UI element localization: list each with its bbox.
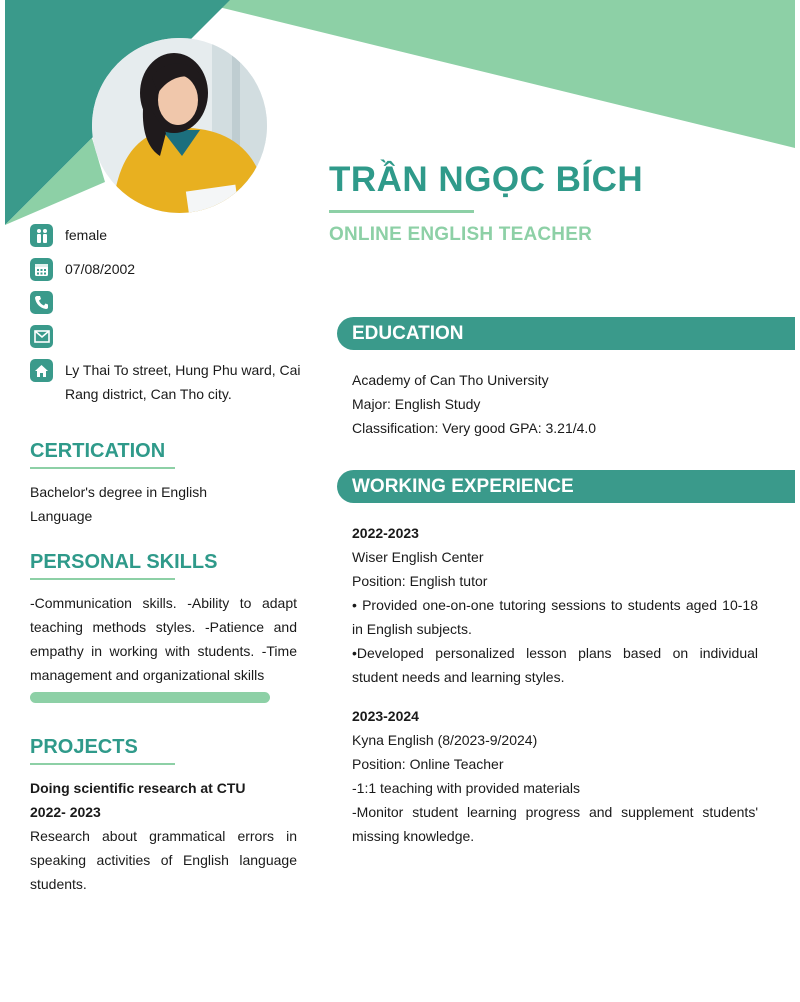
education-content bbox=[352, 368, 758, 440]
birthday-text: 07/08/2002 bbox=[65, 261, 136, 277]
experience-job-2 bbox=[352, 704, 758, 848]
job-period: 2022-2023 bbox=[352, 525, 419, 541]
job-position: Position: Online Teacher bbox=[352, 756, 504, 772]
job-detail: -Monitor student learning progress and supplement students' missing knowledge. bbox=[352, 804, 758, 844]
contact-birthday bbox=[30, 258, 305, 281]
header-shape-right bbox=[190, 0, 795, 148]
job-period: 2023-2024 bbox=[352, 708, 419, 724]
projects-heading: PROJECTS bbox=[30, 736, 138, 758]
contact-address bbox=[30, 359, 305, 406]
email-icon bbox=[30, 325, 53, 348]
education-major: Major: English Study bbox=[352, 396, 481, 412]
gender-text: female bbox=[65, 227, 108, 243]
education-school: Academy of Can Tho University bbox=[352, 372, 549, 388]
phone-icon bbox=[30, 291, 53, 314]
address-text: Ly Thai To street, Hung Phu ward, Cai Rang district, Can Tho city. bbox=[65, 362, 301, 402]
experience-heading: WORKING EXPERIENCE bbox=[337, 470, 795, 503]
gender-icon bbox=[30, 224, 53, 247]
skills-heading: PERSONAL SKILLS bbox=[30, 551, 218, 573]
candidate-name: TRẦN NGỌC BÍCH bbox=[329, 160, 644, 199]
job-detail: -1:1 teaching with provided materials bbox=[352, 780, 581, 796]
contact-gender bbox=[30, 224, 305, 247]
certification-underline bbox=[30, 467, 175, 469]
contact-email bbox=[30, 325, 305, 348]
job-position: Position: English tutor bbox=[352, 573, 488, 589]
job-detail: • Provided one-on-one tutoring sessions to students aged 10-18 in English subjects. bbox=[352, 597, 758, 637]
skill-level-bar bbox=[30, 692, 270, 703]
name-underline bbox=[329, 210, 474, 213]
job-company: Kyna English (8/2023-9/2024) bbox=[352, 732, 538, 748]
job-title: ONLINE ENGLISH TEACHER bbox=[329, 224, 593, 245]
experience-job-1 bbox=[352, 521, 758, 689]
calendar-icon bbox=[30, 258, 53, 281]
contact-phone bbox=[30, 291, 305, 314]
avatar bbox=[92, 38, 267, 213]
job-detail: •Developed personalized lesson plans based on individual student needs and learning styles. bbox=[352, 645, 758, 685]
home-icon bbox=[30, 359, 53, 382]
education-heading: EDUCATION bbox=[337, 317, 795, 350]
project-description: Research about grammatical errors in speaking activities of English language students. bbox=[30, 828, 297, 892]
skills-text: -Communication skills. -Ability to adapt teaching methods styles. -Patience and empathy in working with students. -Time management and organizational skills bbox=[30, 595, 297, 683]
project-period: 2022- 2023 bbox=[30, 804, 101, 820]
projects-underline bbox=[30, 763, 175, 765]
project-name: Doing scientific research at CTU bbox=[30, 780, 246, 796]
skills-underline bbox=[30, 578, 175, 580]
certification-heading: CERTICATION bbox=[30, 440, 166, 462]
certification-text: Bachelor's degree in English Language bbox=[30, 484, 208, 524]
education-classification: Classification: Very good GPA: 3.21/4.0 bbox=[352, 420, 597, 436]
job-company: Wiser English Center bbox=[352, 549, 484, 565]
